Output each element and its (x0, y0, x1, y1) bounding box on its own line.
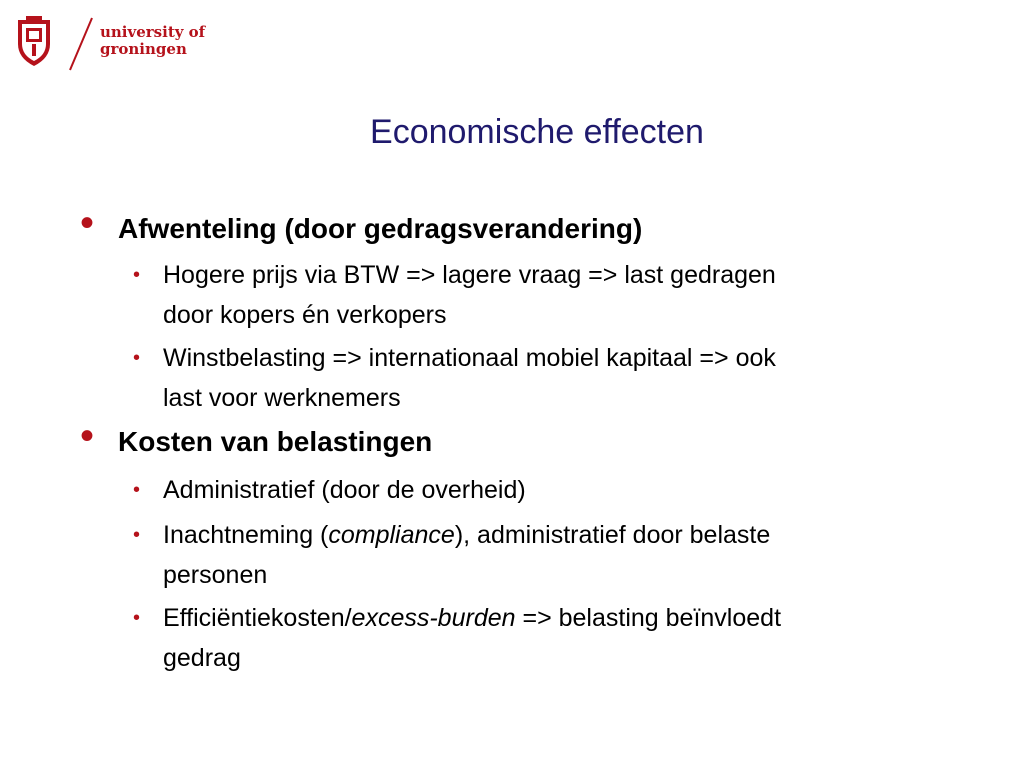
text-run: => belasting beïnvloedt (515, 604, 782, 632)
sub-bullet-1-1 (133, 255, 963, 335)
sub-bullet-1-2 (133, 338, 963, 418)
bullet-1 (80, 201, 643, 246)
bullet-1-text: Afwenteling (door gedragsverandering) (118, 213, 643, 244)
text-run: Efficiëntiekosten/ (163, 604, 352, 632)
sub-bullet-line: door kopers én verkopers (163, 301, 447, 329)
sub-bullet-2-1 (133, 470, 963, 510)
sub-bullet-2-2 (133, 515, 963, 595)
sub-bullet-line (163, 515, 963, 555)
slide-title: Economische effecten (370, 113, 704, 151)
logo-line-2: groningen (100, 40, 187, 58)
sub-bullet-line: personen (163, 561, 268, 589)
bullet-2-text: Kosten van belastingen (118, 426, 433, 457)
sub-bullet-2-3 (133, 598, 963, 678)
sub-bullet-line (163, 598, 963, 638)
italic-term: excess-burden (351, 604, 516, 632)
bullet-dot-icon: • (80, 201, 95, 245)
bullet-2 (80, 414, 433, 459)
bullet-dot-icon: • (80, 414, 95, 458)
text-run: ), administratief door belaste (454, 521, 771, 549)
sub-bullet-dot-icon: • (133, 607, 141, 629)
sub-bullet-dot-icon: • (133, 524, 141, 546)
sub-bullet-dot-icon: • (133, 479, 141, 501)
logo-line-1: university of (100, 23, 206, 41)
sub-bullet-line: last voor werknemers (163, 384, 401, 412)
sub-bullet-line: gedrag (163, 644, 241, 672)
sub-bullet-dot-icon: • (133, 264, 141, 286)
sub-bullet-line: Administratief (door de overheid) (163, 476, 526, 504)
sub-bullet-dot-icon: • (133, 347, 141, 369)
text-run: Inachtneming ( (163, 521, 329, 549)
sub-bullet-line: Winstbelasting => internationaal mobiel kapitaal => ook (163, 344, 776, 372)
italic-term: compliance (328, 521, 455, 549)
sub-bullet-line: Hogere prijs via BTW => lagere vraag => last gedragen (163, 261, 776, 289)
